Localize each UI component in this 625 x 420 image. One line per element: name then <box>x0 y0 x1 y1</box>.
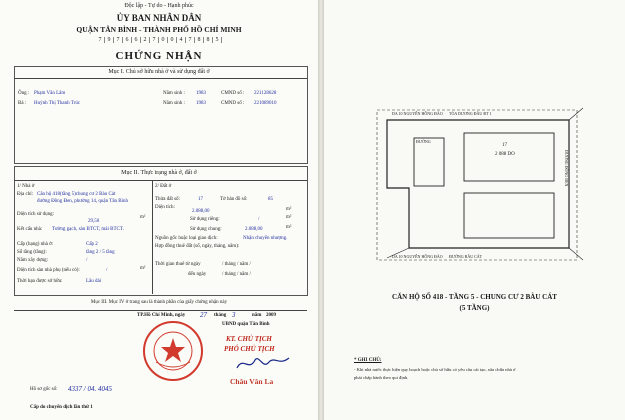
divider <box>14 78 307 79</box>
address: Căn hộ 418(tầng 5)chung cư 2 Bàu Cát <box>37 192 116 197</box>
section-3-note: Mục III. Mục IV ở trang sau là thành phần của giấy chứng nhận này <box>90 300 228 305</box>
certificate-left-page: Độc lập - Tự do - Hạnh phúc ỦY BAN NHÂN DÂN QUẬN TÂN BÌNH - THÀNH PHỐ HỒ CHÍ MINH 7 9 7 6 6 2 7 0 0 4 7 8 8 5 CHỨNG NHẬN Mục I. Chủ sở hữu nhà ở và sử dụng đất ở Ông : Phạm Văn Lâm Năm sinh : 1983 CMND số : 221128628 Bà : Huỳnh Thị Thanh Trúc Năm sinh : 1983 CMND số : 221089010 Mục II. Thực trạng nhà ở, đất ở 1/ Nhà ở Địa chỉ: Căn hộ 418(tầng 5)chung cư 2 Bàu Cát đường Đồng Đen, phường 14, quận Tân Bình Diện tích sử dụng: 29,50 m² Kết cấu nhà: Tường gạch, sàn BTCT, mái BTCT. Cấp (hạng) nhà ở: Cấp 2 Số tầng (tầng): tầng 2 / 5 tầng Năm xây dựng: / Diện tích sàn nhà phụ (nếu có): / m² Thời hạn được sở hữu: Lâu dài 2/ Đất ở Thửa đất số: 17 Tờ bản đồ số: 85 Diện tích: 2.088,00 m² Sử dụng riêng: / m² Sử dụng chung: 2.088,00 m² Nguồn gốc hoặc loại giao dịch: Nhận chuyển nhượng. Hợp đồng thuê đất (số, ngày, tháng, năm): Thời gian thuê từ ngày / tháng / năm / đến ngày / tháng / năm / Mục III. Mục IV ở trang sau là thành phần của giấy chứng nhận này TP.Hồ Chí Minh, ngày 27 tháng 3 năm 2009 UBND quận Tân Bình KT. CHỦ TỊCH PHÓ CHỦ TỊCH Châu Văn La Hồ sơ gốc số: 4337 / 04. 4045 Cấp do chuyển dịch lần thứ 1 <box>0 0 318 420</box>
block-area: 2 088 DO <box>495 152 515 157</box>
section-owners <box>14 66 308 164</box>
owner-1-name: Phạm Văn Lâm <box>34 91 66 96</box>
note-title: * GHI CHÚ: <box>354 358 382 363</box>
document-title: CHỨNG NHẬN <box>115 50 203 62</box>
motto: Độc lập - Tự do - Hạnh phúc <box>124 3 194 9</box>
role-2: PHÓ CHỦ TỊCH <box>224 345 275 353</box>
signer-name: Châu Văn La <box>230 377 274 386</box>
serial-number: 7 9 7 6 6 2 7 0 0 4 7 8 8 5 <box>0 37 318 43</box>
owner-2-id: 221089010 <box>254 101 277 106</box>
note-text: - Khi nhà nước thực hiện quy hoạch hoặc chủ sở hữu có yêu cầu cải tạo, sửa chữa nhà ở <box>354 367 516 372</box>
site-plan-drawing <box>369 98 589 273</box>
plan-caption: CĂN HỘ SỐ 418 - TẦNG 5 - CHUNG CƯ 2 BÀU CÁT <box>392 293 557 301</box>
official-seal <box>142 320 204 382</box>
block-number: 17 <box>502 143 507 148</box>
owner-1-id: 221128628 <box>254 91 277 96</box>
section-owners-title: Mục I. Chủ sở hữu nhà ở và sử dụng đất ở <box>108 69 210 75</box>
section-property-title: Mục II. Thực trạng nhà ở, đất ở <box>121 170 197 176</box>
signature-scribble <box>233 352 293 374</box>
owner-2-name: Huỳnh Thị Thanh Trúc <box>34 101 81 106</box>
role-1: KT. CHỦ TỊCH <box>226 335 272 343</box>
certificate-right-page: DA 10 NGUYỄN HỒNG ĐÀO TÒA DƯƠNG ĐẦU ĐT 1 ĐƯỜNG ĐƯỜNG ĐỒNG ĐEN DA 10 NGUYỄN HỒNG ĐÀO ĐƯỜNG BẦU CÁT 17 2 088 DO CĂN HỘ SỐ 418 - TẦNG 5 - CHUNG CƯ 2 BÀU CÁT (5 TẦNG) * GHI CHÚ: - Khi nhà nước thực hiện quy hoạch hoặc chủ sở hữu có yêu cầu cải tạo, sửa chữa nhà ở phải chấp hành theo qui định. <box>324 0 625 420</box>
district: QUẬN TÂN BÌNH - THÀNH PHỐ HỒ CHÍ MINH <box>76 25 242 34</box>
authority: ỦY BAN NHÂN DÂN <box>116 13 202 23</box>
